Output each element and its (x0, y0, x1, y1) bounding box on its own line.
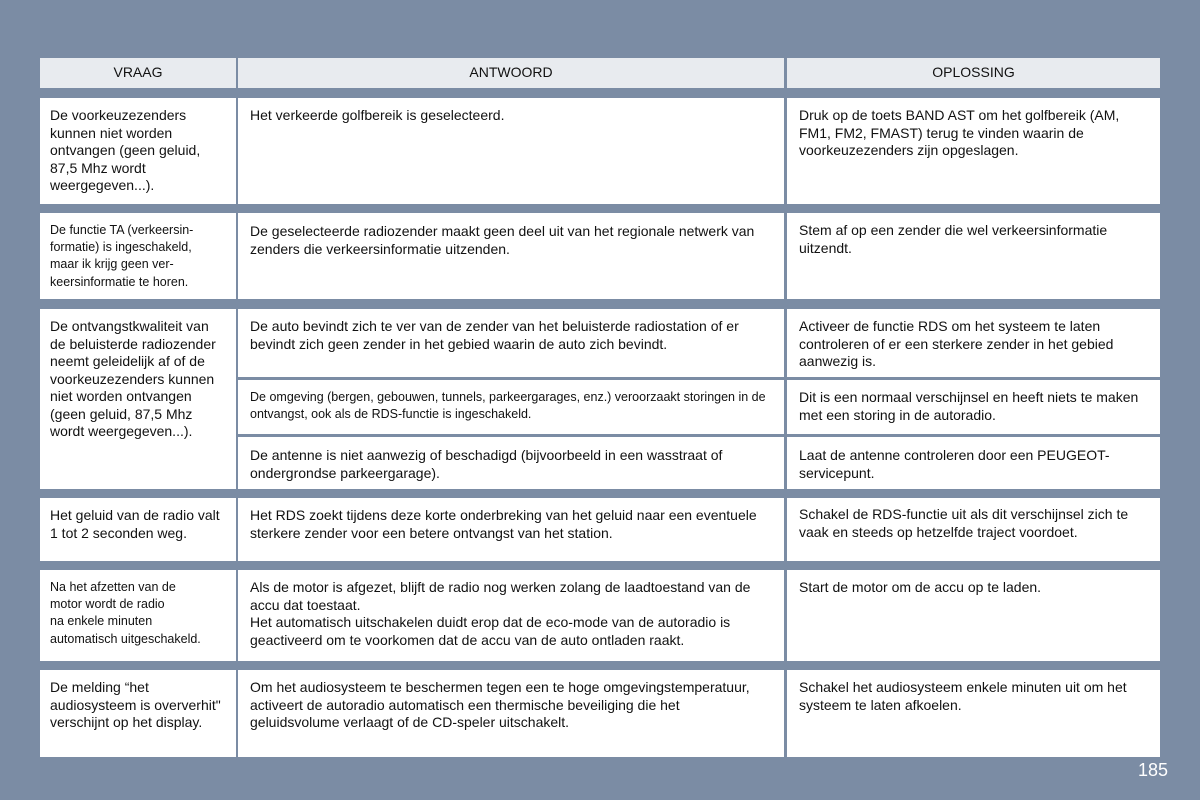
answer-cell: Het verkeerde golfbereik is geselecteerd. (238, 98, 784, 204)
header-solution: OPLOSSING (787, 58, 1160, 88)
answer-cell: De antenne is niet aanwezig of beschadigd (bijvoorbeeld in een wasstraat of ondergrondse parkeergarage). (238, 437, 784, 489)
answer-cell: Als de motor is afgezet, blijft de radio nog werken zolang de laadtoestand van de accu dat toestaat. Het automatisch uitschakelen duidt erop dat de eco-mode van de autoradio is geactiveerd om te voorkomen dat de accu van de auto ontladen raakt. (238, 570, 784, 661)
answer-cell: De geselecteerde radiozender maakt geen deel uit van het regionale netwerk van zenders die verkeersinformatie uitzenden. (238, 213, 784, 299)
question-cell: Na het afzetten van de motor wordt de radio na enkele minuten automatisch uitgeschakeld. (40, 570, 236, 661)
solution-cell: Activeer de functie RDS om het systeem te laten controleren of er een sterkere zender in het gebied aanwezig is. (787, 309, 1160, 377)
question-cell: Het geluid van de radio valt 1 tot 2 seconden weg. (40, 498, 236, 561)
answer-cell: De auto bevindt zich te ver van de zender van het beluisterde radiostation of er bevindt zich geen zender in het gebied waarin de auto zich bevindt. (238, 309, 784, 377)
solution-cell: Laat de antenne controleren door een PEUGEOT-servicepunt. (787, 437, 1160, 489)
header-question: VRAAG (40, 58, 236, 88)
solution-cell: Dit is een normaal verschijnsel en heeft niets te maken met een storing in de autoradio. (787, 380, 1160, 434)
page-number: 185 (1137, 760, 1168, 780)
solution-cell: Schakel de RDS-functie uit als dit verschijnsel zich te vaak en steeds op hetzelfde traject voordoet. (787, 498, 1160, 561)
header-answer: ANTWOORD (238, 58, 784, 88)
answer-cell: Het RDS zoekt tijdens deze korte onderbreking van het geluid naar een eventuele sterkere zender voor een betere ontvangst van het station. (238, 498, 784, 561)
question-cell: De voorkeuzezenders kunnen niet worden ontvangen (geen geluid, 87,5 Mhz wordt weergegeven...). (40, 98, 236, 204)
answer-cell: De omgeving (bergen, gebouwen, tunnels, parkeergarages, enz.) veroorzaakt storingen in de ontvangst, ook als de RDS-functie is ingeschakeld. (238, 380, 784, 434)
solution-cell: Druk op de toets BAND AST om het golfbereik (AM, FM1, FM2, FMAST) terug te vinden waarin de voorkeuzezenders zijn opgeslagen. (787, 98, 1160, 204)
answer-cell: Om het audiosysteem te beschermen tegen een te hoge omgevingstemperatuur, activeert de autoradio automatisch een thermische beveiliging die het geluidsvolume verlaagt of de CD-speler uitschakelt. (238, 670, 784, 757)
solution-cell: Stem af op een zender die wel verkeersinformatie uitzendt. (787, 213, 1160, 299)
solution-cell: Schakel het audiosysteem enkele minuten uit om het systeem te laten afkoelen. (787, 670, 1160, 757)
solution-cell: Start de motor om de accu op te laden. (787, 570, 1160, 661)
question-cell: De melding “het audiosysteem is oververhit" verschijnt op het display. (40, 670, 236, 757)
question-cell: De functie TA (verkeersin- formatie) is ingeschakeld, maar ik krijg geen ver- keersinformatie te horen. (40, 213, 236, 299)
question-cell: De ontvangstkwaliteit van de beluisterde radiozender neemt geleidelijk af of de voorkeuzezenders kunnen niet worden ontvangen (geen geluid, 87,5 Mhz wordt weergegeven...). (40, 309, 236, 489)
